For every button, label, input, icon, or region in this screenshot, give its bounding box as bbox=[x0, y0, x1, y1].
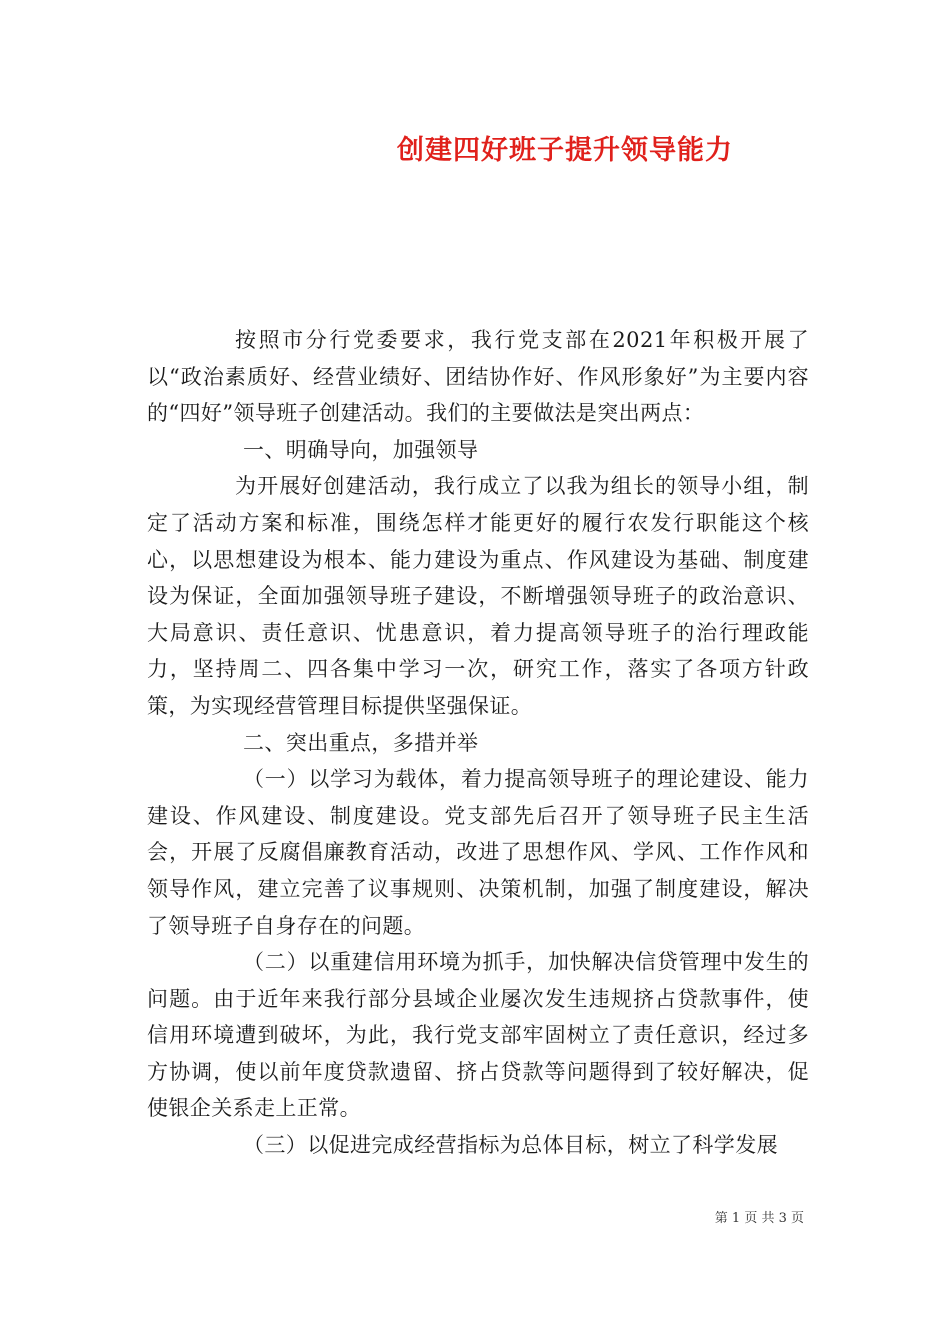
page-number-footer: 第 1 页 共 3 页 bbox=[714, 1211, 804, 1226]
paragraph-item-2: （二）以重建信用环境为抓手，加快解决信贷管理中发生的问题。由于近年来我行部分县域企业屡次发生违规挤占贷款事件，使信用环境遭到破坏，为此，我行党支部牢固树立了责任意识，经过多方协调，使以前年度贷款遗留、挤占贷款等问题得到了较好解决，促使银企关系走上正常。 bbox=[147, 950, 809, 1121]
section-heading-1: 一、明确导向，加强领导 bbox=[243, 437, 479, 462]
section-heading-2: 二、突出重点，多措并举 bbox=[243, 730, 479, 755]
paragraph-section-1: 为开展好创建活动，我行成立了以我为组长的领导小组，制定了活动方案和标准，围绕怎样才能更好的履行农发行职能这个核心，以思想建设为根本、能力建设为重点、作风建设为基础、制度建设为保证，全面加强领导班子建设，不断增强领导班子的政治意识、大局意识、责任意识、忧患意识，着力提高领导班子的治行理政能力，坚持周二、四各集中学习一次，研究工作，落实了各项方针政策，为实现经营管理目标提供坚强保证。 bbox=[147, 474, 809, 718]
paragraph-intro: 按照市分行党委要求，我行党支部在2021年积极开展了以“政治素质好、经营业绩好、团结协作好、作风形象好”为主要内容的“四好”领导班子创建活动。我们的主要做法是突出两点： bbox=[147, 328, 809, 426]
paragraph-item-3: （三）以促进完成经营指标为总体目标，树立了科学发展 bbox=[243, 1133, 778, 1158]
paragraph-item-1: （一）以学习为载体，着力提高领导班子的理论建设、能力建设、作风建设、制度建设。党支部先后召开了领导班子民主生活会，开展了反腐倡廉教育活动，改进了思想作风、学风、工作作风和领导作风，建立完善了议事规则、决策机制，加强了制度建设，解决了领导班子自身存在的问题。 bbox=[147, 767, 809, 938]
document-body bbox=[147, 322, 809, 1164]
document-title: 创建四好班子提升领导能力 bbox=[397, 135, 733, 166]
